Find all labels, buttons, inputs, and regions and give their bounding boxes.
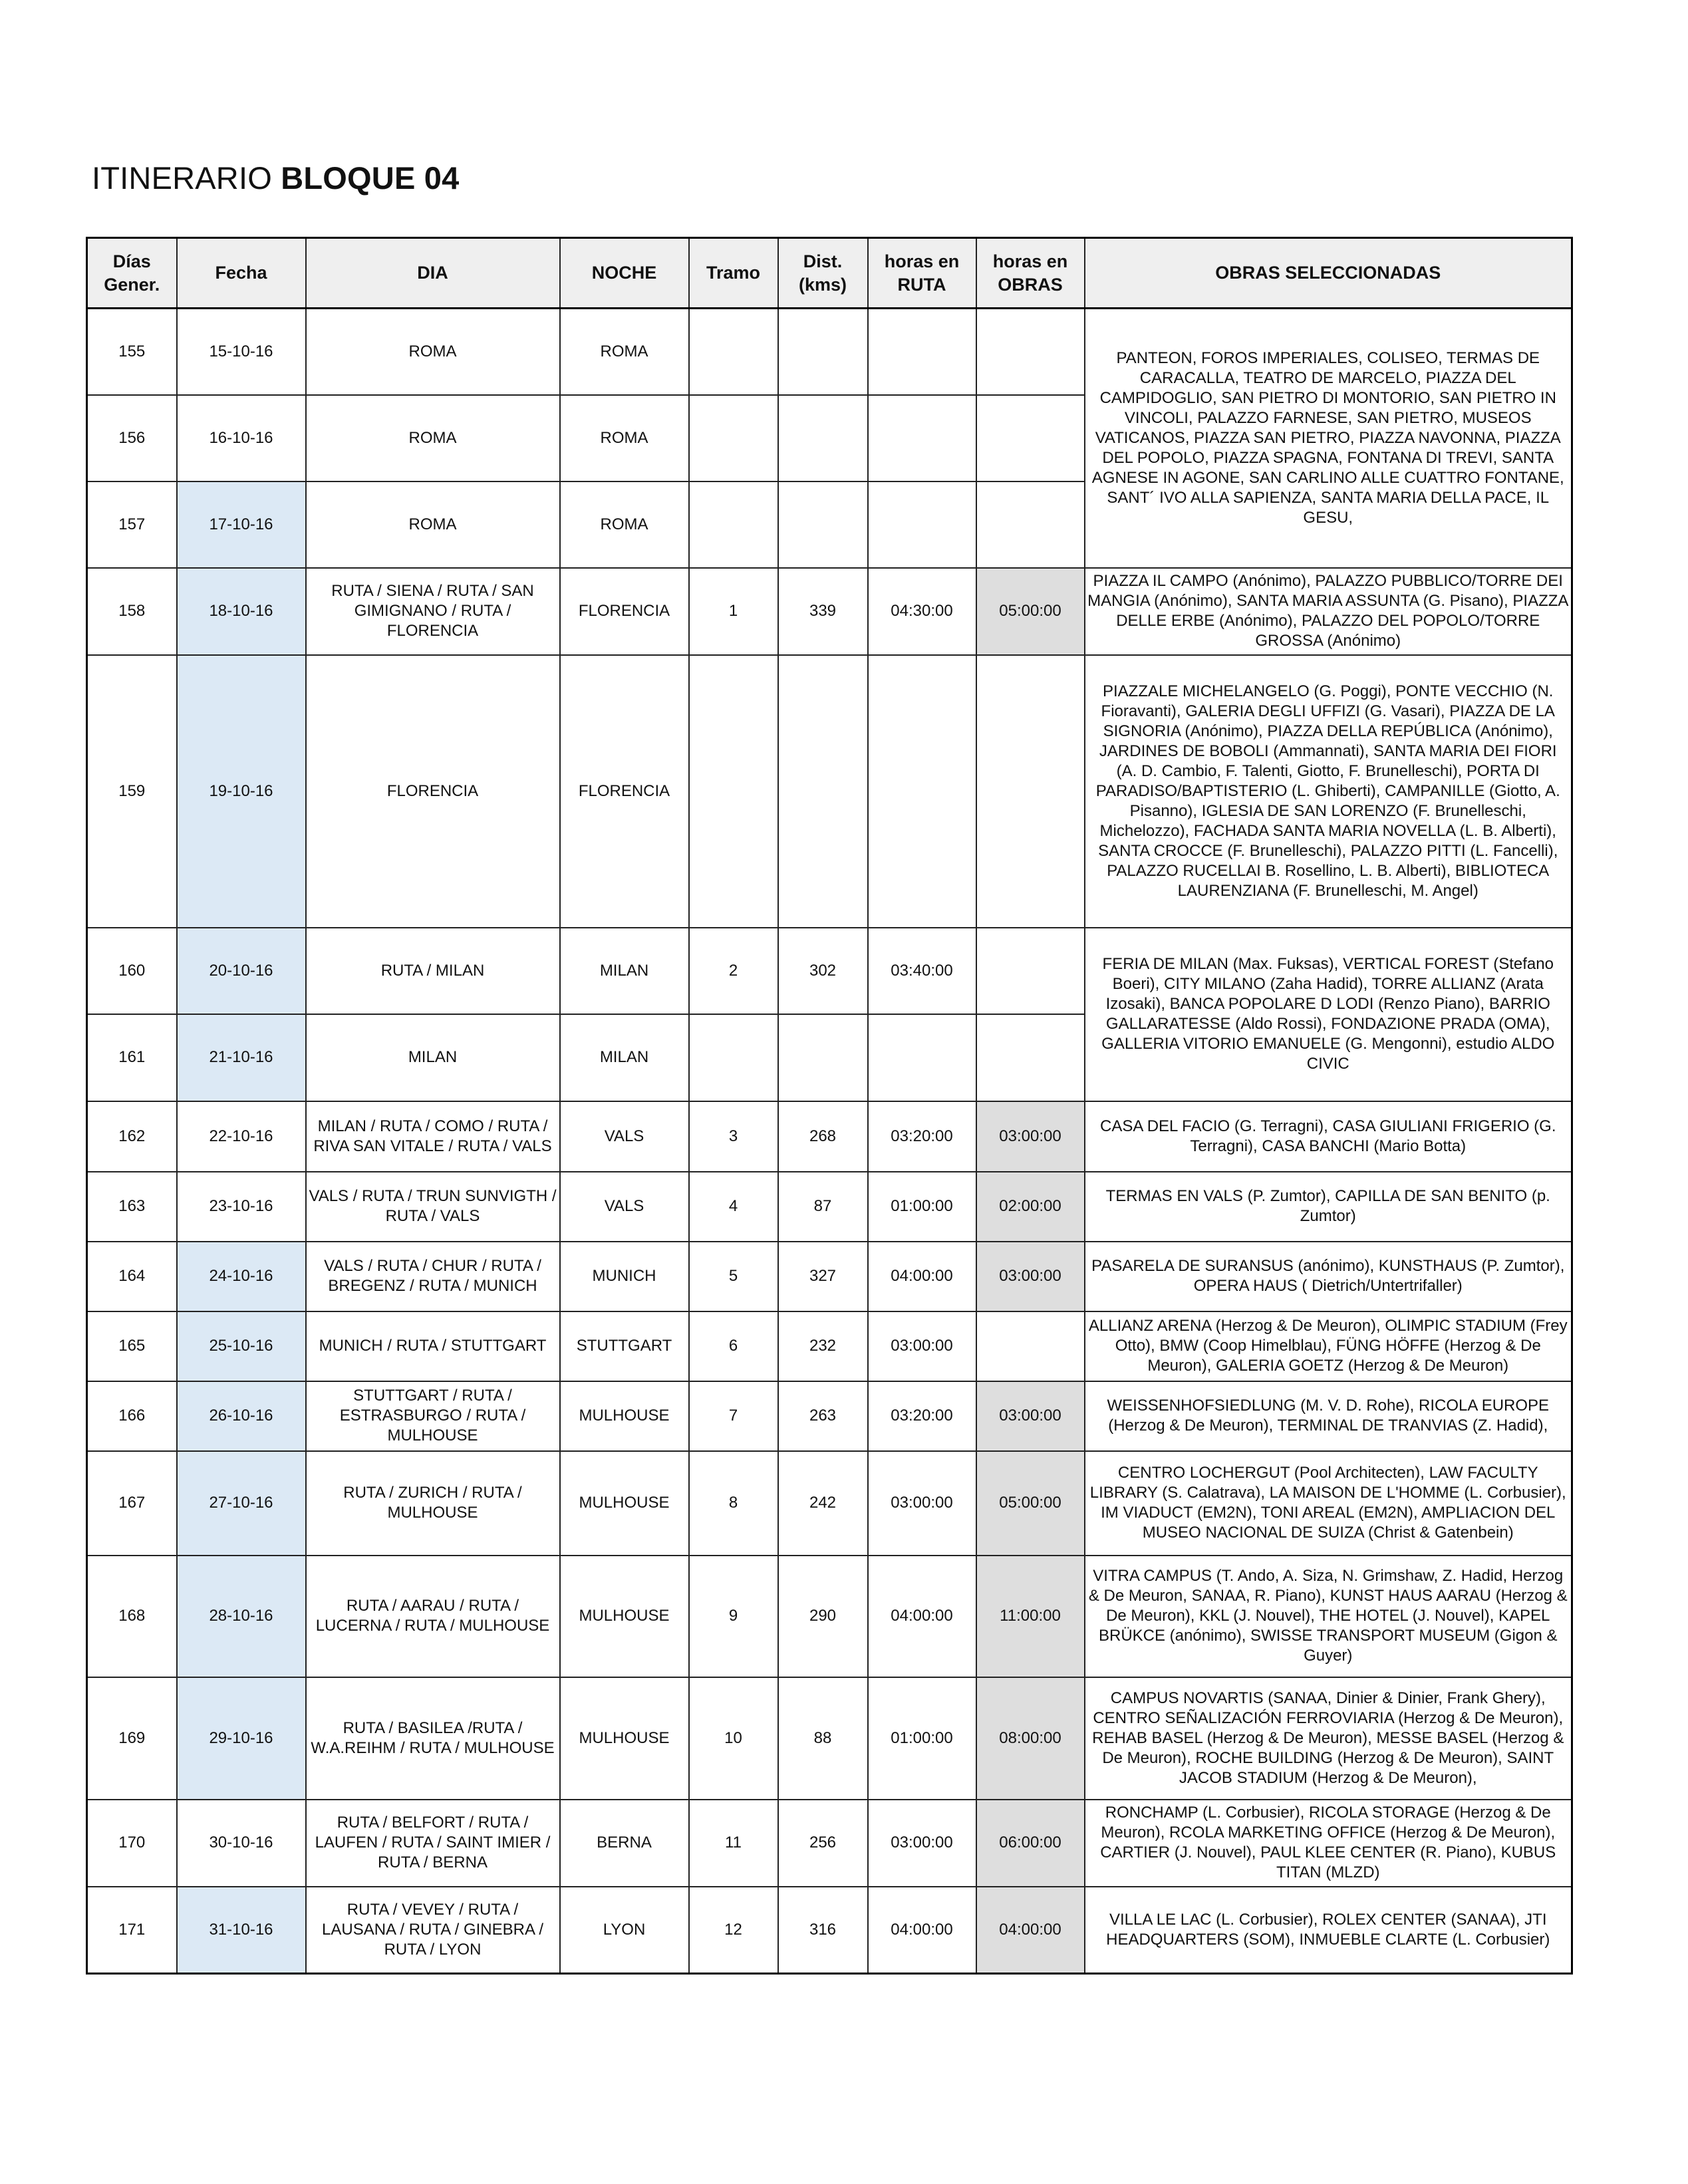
itinerary-table <box>86 237 1573 1975</box>
cell-horas-obras: 06:00:00 <box>976 1800 1085 1887</box>
cell-dia: FLORENCIA <box>306 655 560 928</box>
cell-fecha: 29-10-16 <box>177 1677 306 1800</box>
cell-dia: VALS / RUTA / TRUN SUNVIGTH / RUTA / VALS <box>306 1172 560 1242</box>
cell-dias: 158 <box>87 568 177 655</box>
cell-obras: PIAZZALE MICHELANGELO (G. Poggi), PONTE VECCHIO (N. Fioravanti), GALERIA DEGLI UFFIZI (G. Vasari), PIAZZA DE LA SIGNORIA (Anónimo), PIAZZA DELLA REPÚBLICA (Anónimo), JARDINES DE BOBOLI (Ammannati), SANTA MARIA DEI FIORI (A. D. Cambio, F. Talenti, Giotto, F. Brunelleschi), PORTA DI PARADISO/BAPTISTERIO (L. Ghiberti), CAMPANILLE (Giotto, A. Pisanno), IGLESIA DE SAN LORENZO (F. Brunelleschi, Michelozzo), FACHADA SANTA MARIA NOVELLA (L. B. Alberti), SANTA CROCCE (F. Brunelleschi), PALAZZO PITTI (L. Fancelli), PALAZZO RUCELLAI B. Rosellino, L. B. Alberti), BIBLIOTECA LAURENZIANA (F. Brunelleschi, M. Angel) <box>1085 655 1572 928</box>
cell-noche: LYON <box>560 1887 689 1974</box>
cell-dist: 290 <box>778 1556 868 1677</box>
cell-tramo: 1 <box>689 568 778 655</box>
cell-dia: MUNICH / RUTA / STUTTGART <box>306 1311 560 1381</box>
cell-tramo: 8 <box>689 1451 778 1556</box>
cell-noche: MILAN <box>560 928 689 1014</box>
cell-horas-obras <box>976 309 1085 395</box>
cell-dia: ROMA <box>306 309 560 395</box>
table-row <box>87 1800 1572 1887</box>
table-row <box>87 1677 1572 1800</box>
cell-horas-obras: 08:00:00 <box>976 1677 1085 1800</box>
cell-tramo: 12 <box>689 1887 778 1974</box>
cell-fecha: 23-10-16 <box>177 1172 306 1242</box>
cell-tramo <box>689 395 778 481</box>
cell-tramo: 2 <box>689 928 778 1014</box>
cell-fecha: 18-10-16 <box>177 568 306 655</box>
cell-tramo: 7 <box>689 1381 778 1451</box>
cell-tramo <box>689 1014 778 1101</box>
cell-noche: ROMA <box>560 481 689 568</box>
cell-horas-obras: 03:00:00 <box>976 1381 1085 1451</box>
col-header-fecha: Fecha <box>177 238 306 309</box>
cell-obras: WEISSENHOFSIEDLUNG (M. V. D. Rohe), RICOLA EUROPE (Herzog & De Meuron), TERMINAL DE TRANVIAS (Z. Hadid), <box>1085 1381 1572 1451</box>
cell-horas-obras: 03:00:00 <box>976 1242 1085 1311</box>
cell-dias: 170 <box>87 1800 177 1887</box>
cell-horas-ruta: 03:20:00 <box>868 1101 976 1172</box>
cell-dist: 316 <box>778 1887 868 1974</box>
cell-horas-obras <box>976 928 1085 1014</box>
cell-dia: RUTA / MILAN <box>306 928 560 1014</box>
cell-obras: CAMPUS NOVARTIS (SANAA, Dinier & Dinier, Frank Ghery), CENTRO SEÑALIZACIÓN FERROVIARIA (Herzog & De Meuron), REHAB BASEL (Herzog & De Meuron), MESSE BASEL (Herzog & De Meuron), ROCHE BUILDING (Herzog & De Meuron), SAINT JACOB STADIUM (Herzog & De Meuron), <box>1085 1677 1572 1800</box>
title-regular: ITINERARIO <box>92 160 281 196</box>
cell-noche: STUTTGART <box>560 1311 689 1381</box>
col-header-dist: Dist. (kms) <box>778 238 868 309</box>
cell-fecha: 15-10-16 <box>177 309 306 395</box>
cell-horas-obras <box>976 655 1085 928</box>
cell-horas-obras: 03:00:00 <box>976 1101 1085 1172</box>
cell-horas-ruta: 03:20:00 <box>868 1381 976 1451</box>
cell-noche: MULHOUSE <box>560 1677 689 1800</box>
cell-horas-obras <box>976 395 1085 481</box>
cell-dias: 168 <box>87 1556 177 1677</box>
cell-horas-ruta: 04:00:00 <box>868 1556 976 1677</box>
cell-dist <box>778 1014 868 1101</box>
col-header-horas-ruta: horas en RUTA <box>868 238 976 309</box>
table-row <box>87 928 1572 1014</box>
cell-dia: ROMA <box>306 481 560 568</box>
cell-noche: ROMA <box>560 309 689 395</box>
cell-noche: MILAN <box>560 1014 689 1101</box>
cell-dist: 339 <box>778 568 868 655</box>
cell-obras: RONCHAMP (L. Corbusier), RICOLA STORAGE (Herzog & De Meuron), RCOLA MARKETING OFFICE (Herzog & De Meuron), CARTIER (J. Nouvel), PAUL KLEE CENTER (R. Piano), KUBUS TITAN (MLZD) <box>1085 1800 1572 1887</box>
table-row <box>87 1887 1572 1974</box>
cell-dia: ROMA <box>306 395 560 481</box>
cell-dia: RUTA / ZURICH / RUTA / MULHOUSE <box>306 1451 560 1556</box>
cell-fecha: 22-10-16 <box>177 1101 306 1172</box>
cell-obras: CASA DEL FACIO (G. Terragni), CASA GIULIANI FRIGERIO (G. Terragni), CASA BANCHI (Mario Botta) <box>1085 1101 1572 1172</box>
cell-dist: 327 <box>778 1242 868 1311</box>
cell-dia: VALS / RUTA / CHUR / RUTA / BREGENZ / RUTA / MUNICH <box>306 1242 560 1311</box>
cell-horas-ruta <box>868 395 976 481</box>
cell-tramo: 6 <box>689 1311 778 1381</box>
cell-horas-obras: 05:00:00 <box>976 1451 1085 1556</box>
cell-dias: 159 <box>87 655 177 928</box>
cell-dias: 163 <box>87 1172 177 1242</box>
cell-horas-ruta <box>868 655 976 928</box>
cell-dist <box>778 395 868 481</box>
cell-horas-obras: 02:00:00 <box>976 1172 1085 1242</box>
cell-horas-ruta: 03:40:00 <box>868 928 976 1014</box>
cell-dist: 232 <box>778 1311 868 1381</box>
cell-horas-ruta <box>868 481 976 568</box>
cell-horas-obras <box>976 481 1085 568</box>
cell-tramo: 9 <box>689 1556 778 1677</box>
col-header-dia: DIA <box>306 238 560 309</box>
col-header-dias: Días Gener. <box>87 238 177 309</box>
cell-noche: MULHOUSE <box>560 1556 689 1677</box>
cell-obras: CENTRO LOCHERGUT (Pool Architecten), LAW FACULTY LIBRARY (S. Calatrava), LA MAISON DE L'HOMME (L. Corbusier), IM VIADUCT (EM2N), TONI AREAL (EM2N), AMPLIACION DEL MUSEO NACIONAL DE SUIZA (Christ & Gatenbein) <box>1085 1451 1572 1556</box>
cell-tramo: 4 <box>689 1172 778 1242</box>
cell-tramo: 5 <box>689 1242 778 1311</box>
cell-fecha: 25-10-16 <box>177 1311 306 1381</box>
cell-horas-ruta: 03:00:00 <box>868 1451 976 1556</box>
cell-tramo: 11 <box>689 1800 778 1887</box>
cell-dia: RUTA / AARAU / RUTA / LUCERNA / RUTA / MULHOUSE <box>306 1556 560 1677</box>
cell-obras: VILLA LE LAC (L. Corbusier), ROLEX CENTER (SANAA), JTI HEADQUARTERS (SOM), INMUEBLE CLARTE (L. Corbusier) <box>1085 1887 1572 1974</box>
table-row <box>87 1101 1572 1172</box>
cell-dia: RUTA / VEVEY / RUTA / LAUSANA / RUTA / GINEBRA / RUTA / LYON <box>306 1887 560 1974</box>
cell-dias: 162 <box>87 1101 177 1172</box>
cell-dist: 87 <box>778 1172 868 1242</box>
col-header-obras: OBRAS SELECCIONADAS <box>1085 238 1572 309</box>
cell-dist: 302 <box>778 928 868 1014</box>
cell-horas-ruta: 01:00:00 <box>868 1172 976 1242</box>
cell-dia: STUTTGART / RUTA / ESTRASBURGO / RUTA / MULHOUSE <box>306 1381 560 1451</box>
cell-obras: TERMAS EN VALS (P. Zumtor), CAPILLA DE SAN BENITO (p. Zumtor) <box>1085 1172 1572 1242</box>
cell-noche: ROMA <box>560 395 689 481</box>
cell-dias: 155 <box>87 309 177 395</box>
cell-fecha: 24-10-16 <box>177 1242 306 1311</box>
cell-horas-obras <box>976 1014 1085 1101</box>
cell-obras: PASARELA DE SURANSUS (anónimo), KUNSTHAUS (P. Zumtor), OPERA HAUS ( Dietrich/Untertrifaller) <box>1085 1242 1572 1311</box>
cell-dias: 169 <box>87 1677 177 1800</box>
cell-dias: 166 <box>87 1381 177 1451</box>
cell-dist: 268 <box>778 1101 868 1172</box>
cell-horas-obras: 11:00:00 <box>976 1556 1085 1677</box>
cell-noche: MULHOUSE <box>560 1381 689 1451</box>
cell-dist: 242 <box>778 1451 868 1556</box>
cell-horas-ruta: 04:00:00 <box>868 1242 976 1311</box>
cell-dist: 256 <box>778 1800 868 1887</box>
cell-fecha: 28-10-16 <box>177 1556 306 1677</box>
cell-fecha: 17-10-16 <box>177 481 306 568</box>
cell-noche: VALS <box>560 1101 689 1172</box>
cell-obras: PIAZZA IL CAMPO (Anónimo), PALAZZO PUBBLICO/TORRE DEI MANGIA (Anónimo), SANTA MARIA ASSUNTA (G. Pisano), PIAZZA DELLE ERBE (Anónimo), PALAZZO DEL POPOLO/TORRE GROSSA (Anónimo) <box>1085 568 1572 655</box>
cell-fecha: 26-10-16 <box>177 1381 306 1451</box>
cell-horas-obras: 05:00:00 <box>976 568 1085 655</box>
cell-dist <box>778 309 868 395</box>
cell-fecha: 21-10-16 <box>177 1014 306 1101</box>
cell-noche: FLORENCIA <box>560 568 689 655</box>
col-header-noche: NOCHE <box>560 238 689 309</box>
cell-tramo: 10 <box>689 1677 778 1800</box>
cell-horas-ruta: 04:30:00 <box>868 568 976 655</box>
cell-tramo <box>689 655 778 928</box>
cell-dias: 165 <box>87 1311 177 1381</box>
header-row <box>87 238 1572 309</box>
cell-dias: 161 <box>87 1014 177 1101</box>
cell-obras: ALLIANZ ARENA (Herzog & De Meuron), OLIMPIC STADIUM (Frey Otto), BMW (Coop Himelblau), FÜNG HÖFFE (Herzog & De Meuron), GALERIA GOETZ (Herzog & De Meuron) <box>1085 1311 1572 1381</box>
table-row <box>87 309 1572 395</box>
cell-tramo: 3 <box>689 1101 778 1172</box>
cell-dia: MILAN / RUTA / COMO / RUTA / RIVA SAN VITALE / RUTA / VALS <box>306 1101 560 1172</box>
cell-noche: FLORENCIA <box>560 655 689 928</box>
cell-horas-obras <box>976 1311 1085 1381</box>
cell-dias: 167 <box>87 1451 177 1556</box>
table-row <box>87 1311 1572 1381</box>
cell-fecha: 30-10-16 <box>177 1800 306 1887</box>
cell-dia: RUTA / BASILEA /RUTA / W.A.REIHM / RUTA / MULHOUSE <box>306 1677 560 1800</box>
table-row <box>87 1451 1572 1556</box>
cell-dia: MILAN <box>306 1014 560 1101</box>
cell-noche: MULHOUSE <box>560 1451 689 1556</box>
cell-dia: RUTA / BELFORT / RUTA / LAUFEN / RUTA / SAINT IMIER / RUTA / BERNA <box>306 1800 560 1887</box>
cell-horas-ruta <box>868 309 976 395</box>
cell-tramo <box>689 309 778 395</box>
cell-dia: RUTA / SIENA / RUTA / SAN GIMIGNANO / RUTA / FLORENCIA <box>306 568 560 655</box>
cell-dist <box>778 655 868 928</box>
cell-fecha: 27-10-16 <box>177 1451 306 1556</box>
table-row <box>87 1242 1572 1311</box>
cell-horas-ruta: 01:00:00 <box>868 1677 976 1800</box>
title-bold: BLOQUE 04 <box>281 160 460 196</box>
col-header-tramo: Tramo <box>689 238 778 309</box>
page-title <box>92 158 459 198</box>
cell-horas-ruta: 03:00:00 <box>868 1311 976 1381</box>
table-row <box>87 1556 1572 1677</box>
cell-dist: 263 <box>778 1381 868 1451</box>
cell-horas-obras: 04:00:00 <box>976 1887 1085 1974</box>
cell-tramo <box>689 481 778 568</box>
cell-noche: VALS <box>560 1172 689 1242</box>
cell-obras: PANTEON, FOROS IMPERIALES, COLISEO, TERMAS DE CARACALLA, TEATRO DE MARCELO, PIAZZA DEL CAMPIDOGLIO, SAN PIETRO DI MONTORIO, SAN PIETRO IN VINCOLI, PALAZZO FARNESE, SAN PIETRO, MUSEOS VATICANOS, PIAZZA SAN PIETRO, PIAZZA NAVONNA, PIAZZA DEL POPOLO, PIAZZA SPAGNA, FONTANA DI TREVI, SANTA AGNESE IN AGONE, SAN CARLINO ALLE CUATTRO FONTANE, SANT´ IVO ALLA SAPIENZA, SANTA MARIA DELLA PACE, IL GESU, <box>1085 309 1572 568</box>
cell-dias: 171 <box>87 1887 177 1974</box>
cell-fecha: 19-10-16 <box>177 655 306 928</box>
cell-dias: 157 <box>87 481 177 568</box>
cell-dist <box>778 481 868 568</box>
table-row <box>87 568 1572 655</box>
cell-obras: FERIA DE MILAN (Max. Fuksas), VERTICAL FOREST (Stefano Boeri), CITY MILANO (Zaha Hadid), TORRE ALLIANZ (Arata Izosaki), BANCA POPOLARE D LODI (Renzo Piano), BARRIO GALLARATESSE (Aldo Rossi), FONDAZIONE PRADA (OMA), GALLERIA VITORIO EMANUELE (G. Mengonni), estudio ALDO CIVIC <box>1085 928 1572 1101</box>
cell-noche: MUNICH <box>560 1242 689 1311</box>
cell-horas-ruta: 04:00:00 <box>868 1887 976 1974</box>
cell-dias: 164 <box>87 1242 177 1311</box>
cell-dist: 88 <box>778 1677 868 1800</box>
cell-fecha: 20-10-16 <box>177 928 306 1014</box>
cell-fecha: 31-10-16 <box>177 1887 306 1974</box>
col-header-horas-obras: horas en OBRAS <box>976 238 1085 309</box>
cell-horas-ruta: 03:00:00 <box>868 1800 976 1887</box>
cell-obras: VITRA CAMPUS (T. Ando, A. Siza, N. Grimshaw, Z. Hadid, Herzog & De Meuron, SANAA, R. Piano), KUNST HAUS AARAU (Herzog & De Meuron), KKL (J. Nouvel), THE HOTEL (J. Nouvel), KAPEL BRÜKCE (anónimo), SWISSE TRANSPORT MUSEUM (Gigon & Guyer) <box>1085 1556 1572 1677</box>
cell-dias: 156 <box>87 395 177 481</box>
cell-dias: 160 <box>87 928 177 1014</box>
table-row <box>87 655 1572 928</box>
table-row <box>87 1381 1572 1451</box>
cell-horas-ruta <box>868 1014 976 1101</box>
cell-fecha: 16-10-16 <box>177 395 306 481</box>
table-row <box>87 1172 1572 1242</box>
cell-noche: BERNA <box>560 1800 689 1887</box>
